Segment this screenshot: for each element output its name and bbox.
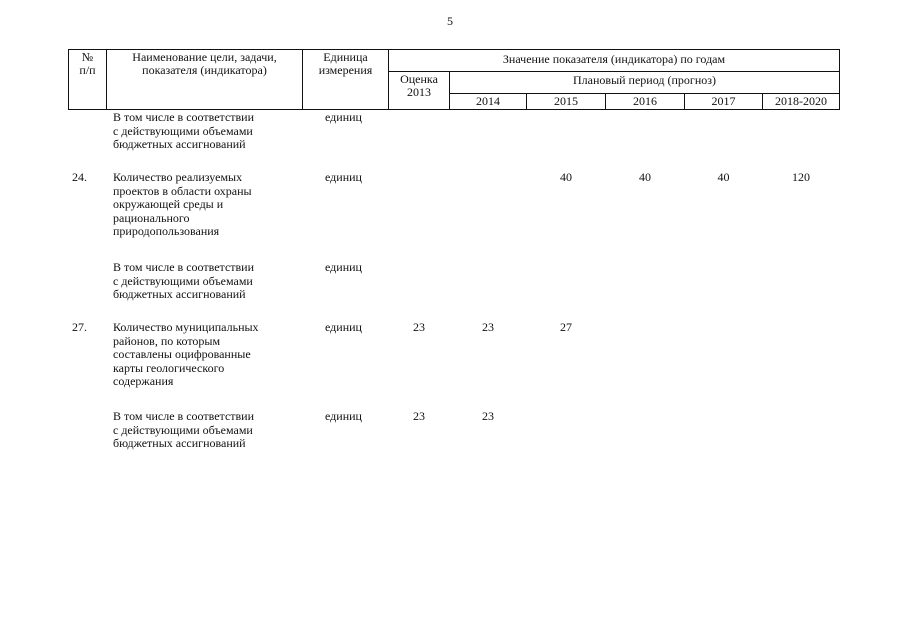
row-name: В том числе в соответствии с действующими объемами бюджетных ассигнований: [113, 409, 255, 450]
row-name: В том числе в соответствии с действующими объемами бюджетных ассигнований: [113, 260, 255, 301]
header-group-divider: [388, 71, 840, 72]
row-unit: единиц: [325, 409, 362, 423]
row-unit: единиц: [325, 320, 362, 334]
header-num: № п/п: [79, 50, 96, 77]
header-right-border: [839, 49, 840, 110]
row-value-2015: 40: [560, 170, 572, 184]
row-unit: единиц: [325, 260, 362, 274]
header-estimate: Оценка 2013: [400, 72, 438, 99]
header-year-2015: 2015: [554, 94, 578, 108]
row-name: Количество муниципальных районов, по которым составлены оцифрованные карты геологического содержания: [113, 320, 259, 388]
row-value-2013: 23: [413, 409, 425, 423]
row-value-2014: 23: [482, 409, 494, 423]
header-year-2017: 2017: [711, 94, 736, 108]
row-unit: единиц: [325, 170, 362, 184]
header-year-2016: 2016: [633, 94, 657, 108]
row-value-2018-2020: 120: [792, 170, 810, 184]
header-year-2018-2020: 2018-2020: [775, 94, 827, 108]
header-plan-period: Плановый период (прогноз): [573, 73, 716, 87]
header-unit: Единица измерения: [318, 50, 373, 77]
header-name: Наименование цели, задачи, показателя (индикатора): [132, 50, 277, 77]
row-number: 24.: [72, 170, 87, 184]
row-value-2015: 27: [560, 320, 572, 334]
header-values-group: Значение показателя (индикатора) по годам: [502, 52, 726, 66]
header-year-2014: 2014: [476, 94, 500, 108]
row-name: Количество реализуемых проектов в области охраны окружающей среды и рационального природопользования: [113, 170, 252, 238]
row-name: В том числе в соответствии с действующими объемами бюджетных ассигнований: [113, 110, 255, 151]
row-unit: единиц: [325, 110, 362, 124]
row-value-2017: 40: [717, 170, 730, 184]
row-value-2016: 40: [639, 170, 651, 184]
row-number: 27.: [72, 320, 87, 334]
page-number: 5: [447, 14, 453, 28]
row-value-2014: 23: [482, 320, 494, 334]
row-value-2013: 23: [413, 320, 425, 334]
